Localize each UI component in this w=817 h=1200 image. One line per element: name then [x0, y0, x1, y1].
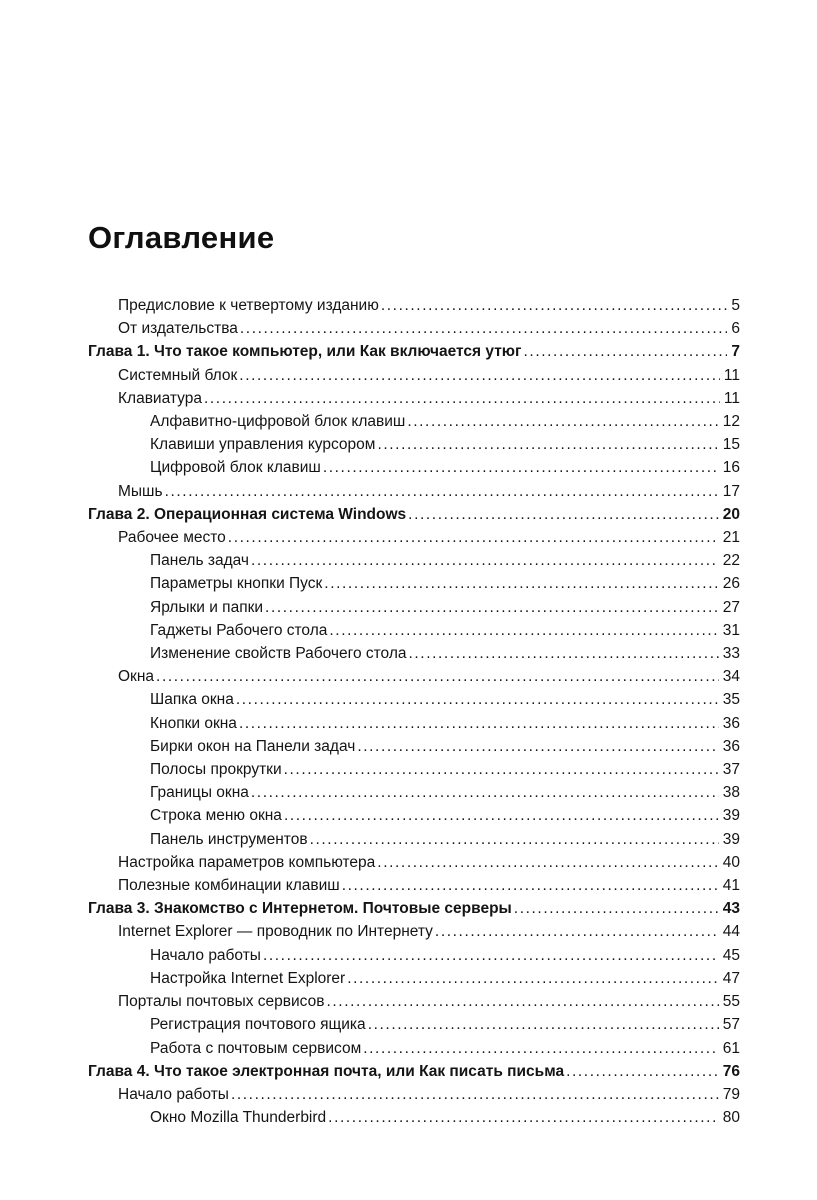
toc-leader-dots — [326, 990, 718, 1013]
toc-leader-dots — [265, 596, 719, 619]
toc-entry-page: 11 — [723, 366, 740, 384]
toc-entry-label: Начало работы — [150, 946, 261, 964]
toc-entry-label: Настройка Internet Explorer — [150, 969, 346, 987]
toc-entry-label: Полезные комбинации клавиш — [118, 877, 340, 895]
toc-entry-label: Клавиши управления курсором — [150, 436, 376, 454]
toc-entry-label: Мышь — [118, 482, 163, 500]
toc-entry-page: 43 — [722, 900, 740, 918]
toc-entry-label: Рабочее место — [118, 529, 226, 547]
toc-leader-dots — [328, 1106, 719, 1129]
toc-leader-dots — [377, 851, 718, 874]
toc-entry-label: Глава 4. Что такое электронная почта, или Как писать письма — [88, 1062, 565, 1080]
toc-entry — [88, 874, 740, 897]
toc-leader-dots — [368, 1013, 719, 1036]
toc-leader-dots — [231, 1083, 719, 1106]
toc-leader-dots — [524, 340, 728, 363]
toc-entry-chapter — [88, 340, 740, 363]
toc-entry-page: 37 — [722, 761, 740, 779]
toc-entry — [88, 688, 740, 711]
toc-entry — [88, 920, 740, 943]
toc-entry-chapter — [88, 1060, 740, 1083]
toc-leader-dots — [408, 503, 719, 526]
toc-entry-page: 61 — [722, 1039, 740, 1057]
toc-entry — [88, 944, 740, 967]
toc-entry-label: Шапка окна — [150, 691, 234, 709]
toc-list — [88, 294, 740, 1129]
toc-entry-label: Internet Explorer — проводник по Интернету — [118, 923, 433, 941]
toc-leader-dots — [324, 572, 718, 595]
toc-entry-label: Гаджеты Рабочего стола — [150, 621, 328, 639]
toc-entry-label: Порталы почтовых сервисов — [118, 993, 325, 1011]
toc-entry-label: Изменение свойств Рабочего стола — [150, 645, 407, 663]
toc-entry — [88, 549, 740, 572]
toc-entry-page: 36 — [722, 714, 740, 732]
toc-entry-label: Настройка параметров компьютера — [118, 853, 376, 871]
toc-leader-dots — [323, 456, 719, 479]
toc-entry — [88, 1037, 740, 1060]
toc-entry — [88, 851, 740, 874]
toc-leader-dots — [236, 688, 719, 711]
toc-entry-page: 31 — [722, 621, 740, 639]
toc-entry — [88, 619, 740, 642]
toc-entry-page: 39 — [722, 830, 740, 848]
toc-entry — [88, 642, 740, 665]
toc-entry-page: 15 — [722, 436, 740, 454]
toc-entry — [88, 572, 740, 595]
toc-leader-dots — [310, 828, 719, 851]
toc-leader-dots — [251, 781, 719, 804]
toc-entry-page: 36 — [722, 737, 740, 755]
toc-entry-page: 41 — [722, 877, 740, 895]
toc-entry-page: 5 — [731, 297, 740, 314]
toc-entry-label: Алфавитно-цифровой блок клавиш — [150, 413, 406, 431]
toc-entry — [88, 480, 740, 503]
toc-entry-page: 40 — [722, 853, 740, 871]
toc-entry — [88, 387, 740, 410]
toc-entry-label: Глава 1. Что такое компьютер, или Как включается утюг — [88, 343, 522, 361]
toc-entry-page: 22 — [722, 552, 740, 570]
toc-entry — [88, 317, 740, 340]
toc-entry-page: 21 — [722, 529, 740, 547]
toc-entry-label: От издательства — [118, 320, 238, 338]
toc-entry — [88, 1013, 740, 1036]
toc-entry-page: 47 — [722, 969, 740, 987]
toc-entry-label: Ярлыки и папки — [150, 598, 264, 616]
toc-entry-page: 57 — [722, 1016, 740, 1034]
toc-entry — [88, 1106, 740, 1129]
toc-entry-page: 55 — [722, 993, 740, 1011]
toc-leader-dots — [284, 804, 719, 827]
toc-entry-page: 44 — [722, 923, 740, 941]
toc-entry-label: Панель задач — [150, 552, 249, 570]
toc-entry-page: 20 — [722, 505, 740, 523]
toc-entry-label: Начало работы — [118, 1085, 229, 1103]
toc-leader-dots — [435, 920, 719, 943]
toc-entry-label: Цифровой блок клавиш — [150, 459, 321, 477]
toc-leader-dots — [165, 480, 719, 503]
toc-entry-page: 45 — [722, 946, 740, 964]
toc-entry-page: 76 — [722, 1062, 740, 1080]
toc-leader-dots — [357, 735, 718, 758]
toc-entry-page: 35 — [722, 691, 740, 709]
toc-entry-label: Клавиатура — [118, 389, 202, 407]
toc-entry — [88, 526, 740, 549]
toc-entry-label: Системный блок — [118, 366, 238, 384]
toc-entry-page: 7 — [731, 343, 740, 361]
toc-entry-label: Окна — [118, 668, 155, 686]
toc-entry — [88, 735, 740, 758]
toc-leader-dots — [514, 897, 719, 920]
toc-entry — [88, 665, 740, 688]
toc-leader-dots — [407, 410, 718, 433]
toc-entry — [88, 804, 740, 827]
page-title: Оглавление — [88, 220, 275, 255]
toc-leader-dots — [228, 526, 719, 549]
toc-entry-label: Регистрация почтового ящика — [150, 1016, 366, 1034]
toc-leader-dots — [363, 1037, 719, 1060]
toc-entry — [88, 364, 740, 387]
toc-leader-dots — [342, 874, 719, 897]
toc-leader-dots — [347, 967, 719, 990]
toc-entry-label: Границы окна — [150, 784, 249, 802]
toc-leader-dots — [156, 665, 719, 688]
toc-entry — [88, 1083, 740, 1106]
toc-entry — [88, 456, 740, 479]
toc-leader-dots — [240, 317, 727, 340]
toc-entry-page: 17 — [722, 482, 740, 500]
toc-entry-page: 26 — [722, 575, 740, 593]
toc-entry-page: 12 — [722, 413, 740, 431]
toc-entry-label: Кнопки окна — [150, 714, 237, 732]
toc-entry-label: Работа с почтовым сервисом — [150, 1039, 362, 1057]
toc-entry-label: Строка меню окна — [150, 807, 282, 825]
toc-content — [88, 220, 740, 1129]
toc-leader-dots — [381, 294, 728, 317]
toc-entry — [88, 758, 740, 781]
toc-entry-page: 39 — [722, 807, 740, 825]
toc-entry — [88, 828, 740, 851]
toc-entry-label: Бирки окон на Панели задач — [150, 737, 356, 755]
toc-entry-page: 11 — [723, 389, 740, 407]
toc-entry-page: 38 — [722, 784, 740, 802]
toc-leader-dots — [204, 387, 720, 410]
toc-entry-chapter — [88, 503, 740, 526]
toc-leader-dots — [377, 433, 718, 456]
toc-entry-chapter — [88, 897, 740, 920]
toc-entry-label: Окно Mozilla Thunderbird — [150, 1109, 327, 1127]
toc-leader-dots — [284, 758, 719, 781]
toc-entry-page: 16 — [722, 459, 740, 477]
toc-entry-page: 6 — [731, 320, 740, 338]
toc-entry-label: Полосы прокрутки — [150, 761, 282, 779]
toc-entry-page: 80 — [722, 1109, 740, 1127]
toc-entry-label: Параметры кнопки Пуск — [150, 575, 323, 593]
toc-leader-dots — [329, 619, 718, 642]
toc-entry-page: 34 — [722, 668, 740, 686]
toc-entry-page: 79 — [722, 1085, 740, 1103]
toc-entry — [88, 596, 740, 619]
toc-entry-label: Глава 3. Знакомство с Интернетом. Почтовые серверы — [88, 900, 512, 918]
toc-entry — [88, 410, 740, 433]
toc-entry-page: 33 — [722, 645, 740, 663]
toc-entry — [88, 781, 740, 804]
toc-leader-dots — [566, 1060, 719, 1083]
toc-leader-dots — [251, 549, 719, 572]
toc-entry — [88, 433, 740, 456]
toc-leader-dots — [408, 642, 718, 665]
toc-entry-label: Предисловие к четвертому изданию — [118, 297, 379, 314]
toc-leader-dots — [263, 944, 719, 967]
toc-entry — [88, 967, 740, 990]
toc-leader-dots — [239, 712, 719, 735]
toc-entry — [88, 712, 740, 735]
toc-entry — [88, 294, 740, 317]
toc-entry-page: 27 — [722, 598, 740, 616]
toc-entry-label: Глава 2. Операционная система Windows — [88, 505, 407, 523]
toc-entry-label: Панель инструментов — [150, 830, 308, 848]
toc-leader-dots — [239, 364, 720, 387]
toc-entry — [88, 990, 740, 1013]
